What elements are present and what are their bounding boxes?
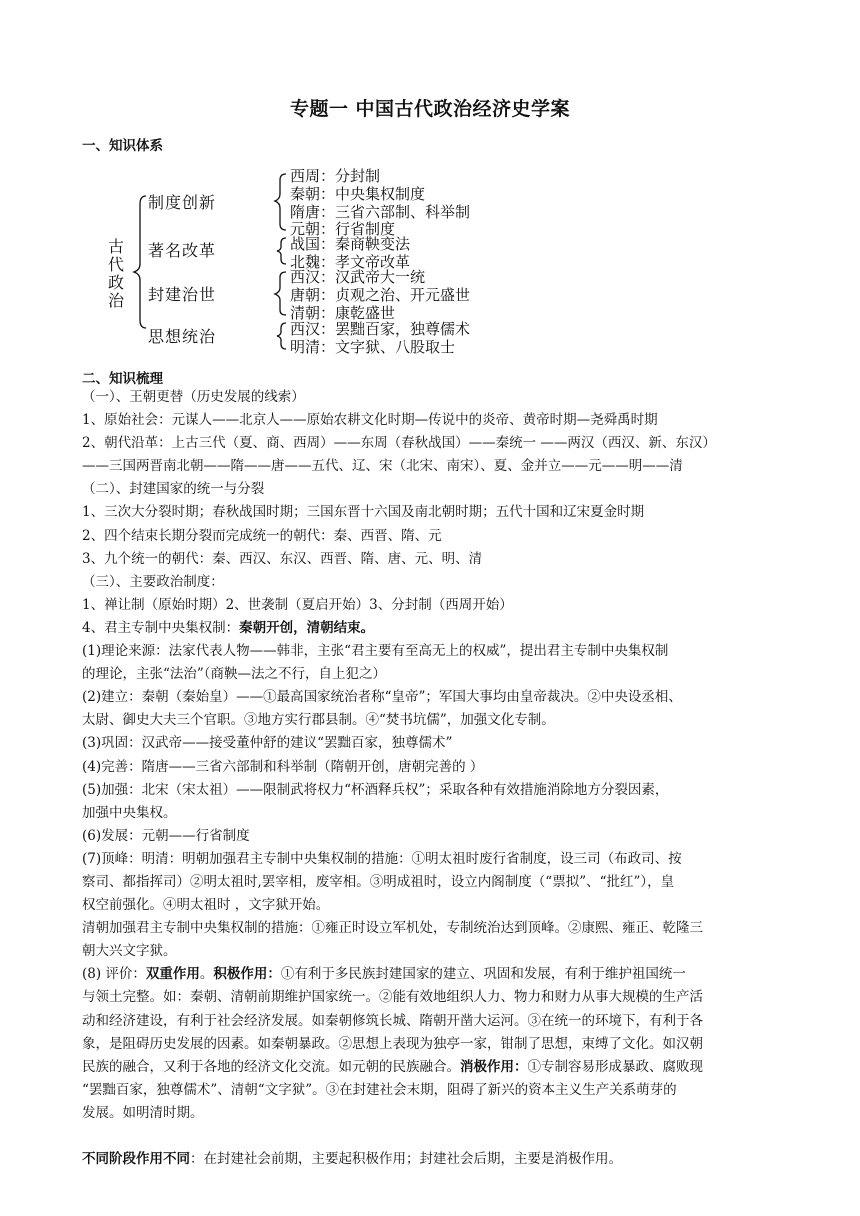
text-line: 象，是阻碍历史发展的因素。如秦朝暴政。②思想上表现为独亭一家，钳制了思想，束缚了文化。如汉朝 [82, 1035, 703, 1052]
text-line: 1、原始社会：元谋人——北京人——原始农耕文化时期—传说中的炎帝、黄帝时期—尧舜禹时期 [82, 412, 658, 429]
bold-text: 积极作用： [213, 966, 281, 983]
group-label-prosperity: 封建治世 [148, 285, 217, 304]
text-line: (4)完善：隋唐——三省六部制和科举制（隋朝开创，唐朝完善的 ） [82, 758, 484, 775]
text-line: 1、禅让制（原始时期）2、世袭制（夏启开始）3、分封制（西周开始） [82, 596, 513, 613]
bold-text: 秦朝开创，清朝结束 [239, 619, 361, 636]
item-zhanguo: 战国：秦商鞅变法 [290, 235, 411, 253]
text-line [82, 1125, 782, 1148]
text-line: 1、三次大分裂时期；春秋战国时期；三国东晋十六国及南北朝时期；五代十国和辽宋夏金时期 [82, 504, 645, 521]
text-span: 4、君主专制中央集权制： [82, 619, 240, 636]
text-line: 与领土完整。如：秦朝、清朝前期维护国家统一。②能有效地组织人力、物力和财力从事大规模的生产活 [82, 989, 703, 1006]
item-xizhou: 西周：分封制 [290, 167, 381, 185]
bold-text: 。 [360, 619, 375, 636]
item-beiwei: 北魏：孝文帝改革 [290, 253, 411, 271]
group-label-institution: 制度创新 [148, 193, 217, 212]
item-mingqing: 明清：文字狱、八股取士 [290, 338, 456, 356]
text-line-negative [82, 1056, 782, 1079]
diagram-root-label [108, 237, 125, 310]
text-line: (5)加强：北宋（宋太祖）——限制武将权力“杯酒释兵权”；采取各种有效措施消除地方分裂因素， [82, 781, 669, 798]
diagram-root-char-4: 治 [108, 291, 125, 310]
item-tang: 唐朝：贞观之治、开元盛世 [290, 286, 471, 304]
text-line: (2)建立：秦朝（秦始皇）——①最高国家统治者称“皇帝”；军国大事均由皇帝裁决。②中央设丞相、 [82, 689, 682, 706]
text-line: (7)顶峰：明清：明朝加强君主专制中央集权制的措施：①明太祖时废行省制度，设三司（布政司、按 [82, 850, 682, 867]
text-line: （二）、封建国家的统一与分裂 [82, 481, 265, 498]
text-line-evaluation [82, 963, 782, 986]
item-qin: 秦朝：中央集权制度 [290, 185, 426, 203]
text-line: 动和经济建设，有利于社会经济发展。如秦朝修筑长城、隋朝开凿大运河。③在统一的环境下，有利于各 [82, 1012, 703, 1029]
text-line: (1)理论来源：法家代表人物——韩非，主张“君主要有至高无上的权威”，提出君主专制中央集权制 [82, 643, 669, 660]
group-label-ideology: 思想统治 [148, 327, 217, 346]
text-line: (6)发展：元朝——行省制度 [82, 827, 250, 844]
diagram-root-char-2: 代 [108, 255, 125, 274]
bold-text: 消极作用： [460, 1058, 528, 1075]
text-line: 清朝加强君主专制中央集权制的措施：①雍正时设立军机处，专制统治达到顶峰。②康熙、雍正、乾隆三 [82, 920, 703, 937]
bold-text: 不同阶段作用不同 [82, 1151, 190, 1168]
text-line: 的理论，主张“法治”（商鞅—法之不行，自上犯之） [82, 666, 387, 683]
text-line: “罢黜百家，独尊儒术”、清朝“文字狱”。③在封建社会末期，阻碍了新兴的资本主义生产关系萌芽的 [82, 1081, 677, 1098]
text-line: 朝大兴文字狱。 [82, 943, 177, 960]
text-line: （一）、王朝更替（历史发展的线索） [82, 389, 305, 405]
text-line-centralization [82, 617, 782, 640]
item-qing: 清朝：康乾盛世 [290, 304, 396, 322]
text-line: 发展。如明清时期。 [82, 1104, 204, 1121]
text-line: 察司、都指挥司）②明太祖时,罢宰相，废宰相。③明成祖时，设立内阁制度（“票拟”、“批红”），皇 [82, 873, 675, 890]
item-xihan-ideology: 西汉：罢黜百家，独尊儒术 [290, 320, 471, 338]
text-line: 加强中央集权。 [82, 804, 177, 821]
bold-text: 双重作用 [145, 966, 200, 983]
text-line: （三）、主要政治制度： [82, 573, 224, 590]
diagram-root-char-3: 政 [108, 273, 125, 292]
item-xihan: 西汉：汉武帝大一统 [290, 268, 426, 286]
section-knowledge-system: 一、知识体系 [82, 138, 163, 154]
text-line: ——三国两晋南北朝——隋——唐——五代、辽、宋（北宋、南宋）、夏、金并立——元——明——清 [82, 458, 683, 475]
text-line: 2、四个结束长期分裂而完成统一的朝代：秦、西晋、隋、元 [82, 527, 442, 544]
text-span: (8) 评价： [82, 966, 146, 983]
text-span: ①专制容易形成暴政、腐败现 [527, 1058, 703, 1075]
text-line: 权空前强化。④明太祖时 ，文字狱开始。 [82, 897, 330, 914]
text-line: (3)巩固：汉武帝——接受董仲舒的建议“罢黜百家，独尊儒术” [82, 735, 453, 752]
item-suitang: 隋唐：三省六部制、科举制 [290, 203, 471, 221]
text-line: 太尉、御史大夫三个官职。③地方实行郡县制。④“焚书坑儒”，加强文化专制。 [82, 712, 555, 729]
page-title: 专题一 中国古代政治经济史学案 [289, 98, 571, 120]
text-line: 2、朝代沿革：上古三代（夏、商、西周）——东周（春秋战国）——秦统一 ——两汉（西汉、新、东汉） [82, 435, 716, 452]
text-span: 。 [199, 966, 214, 983]
body-text [82, 386, 782, 1171]
group-label-reform: 著名改革 [148, 241, 217, 260]
item-yuan: 元朝：行省制度 [290, 220, 396, 238]
text-line: 3、九个统一的朝代：秦、西汉、东汉、西晋、隋、唐、元、明、清 [82, 550, 483, 567]
section-knowledge-review: 二、知识梳理 [82, 371, 163, 387]
text-span: 民族的融合，又利于各地的经济文化交流。如元朝的民族融合。 [82, 1058, 460, 1075]
diagram-root-char-1: 古 [108, 237, 125, 256]
text-span: ：在封建社会前期，主要起积极作用；封建社会后期，主要是消极作用。 [190, 1151, 622, 1168]
knowledge-system-diagram [82, 160, 642, 360]
text-span: ①有利于多民族封建国家的建立、巩固和发展，有利于维护祖国统一 [280, 966, 686, 983]
text-line-stages [82, 1148, 782, 1171]
